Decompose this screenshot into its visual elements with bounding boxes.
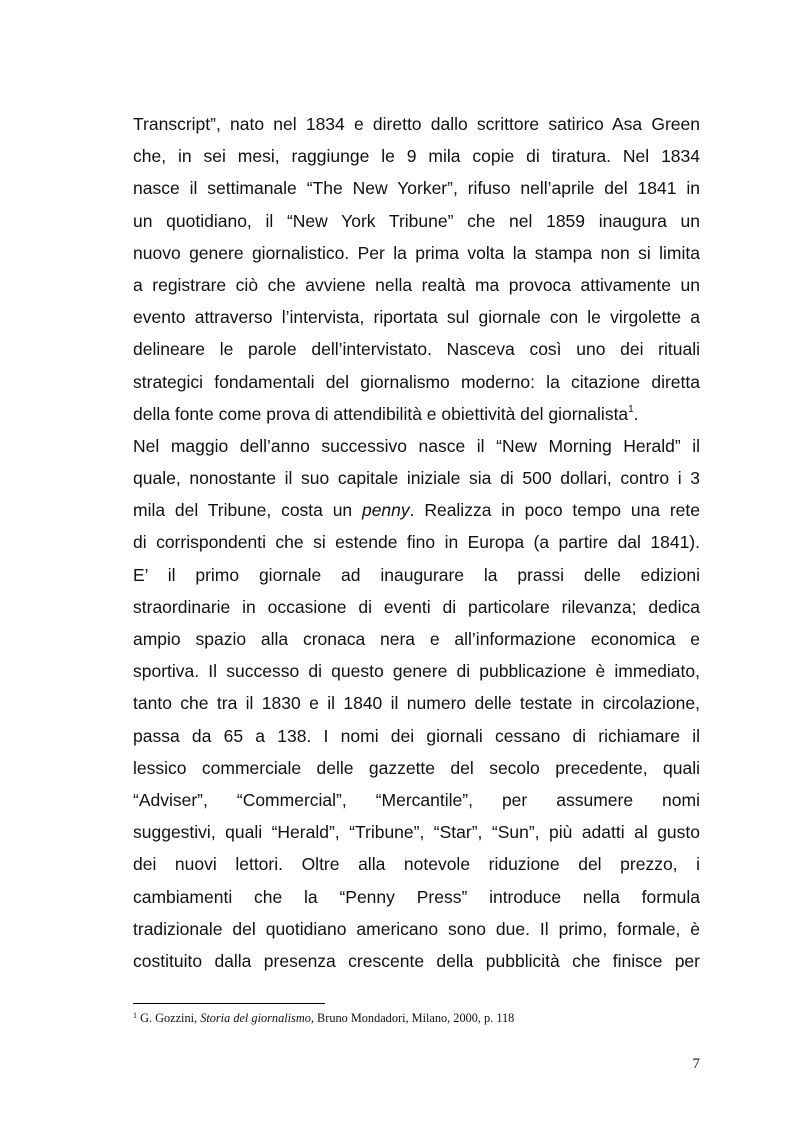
text-line: quale, nonostante il suo capitale iniziale sia di 500 dollari, contro i 3 — [133, 468, 700, 489]
text-line — [133, 494, 700, 526]
footnote-author: G. Gozzini, — [137, 1011, 201, 1025]
footnote-details: Bruno Mondadori, Milano, 2000, p. 118 — [313, 1011, 515, 1025]
text-line: tradizionale del quotidiano americano sono due. Il primo, formale, è — [133, 918, 700, 939]
text-line: nasce il settimanale “The New Yorker”, rifuso nell’aprile del 1841 in — [133, 178, 700, 199]
text-line — [133, 398, 700, 430]
footnote-marker: 1 — [133, 1011, 137, 1020]
footnote — [133, 1011, 693, 1026]
text-line: Transcript”, nato nel 1834 e diretto dallo scrittore satirico Asa Green — [133, 114, 700, 134]
footnote-title: Storia del giornalismo, — [200, 1011, 314, 1025]
text-line: lessico commerciale delle gazzette del secolo precedente, quali — [133, 757, 700, 778]
text-line: passa da 65 a 138. I nomi dei giornali cessano di richiamare il — [133, 725, 700, 746]
text-line: sportiva. Il successo di questo genere di pubblicazione è immediato, — [133, 661, 700, 682]
text-line: tanto che tra il 1830 e il 1840 il numero delle testate in circolazione, — [133, 693, 700, 714]
text-line: nuovo genere giornalistico. Per la prima volta la stampa non si limita — [133, 242, 700, 263]
line-text: mila del Tribune, costa un — [133, 500, 362, 521]
text-line: cambiamenti che la “Penny Press” introduce nella formula — [133, 886, 700, 907]
text-line: strategici fondamentali del giornalismo moderno: la citazione diretta — [133, 371, 700, 392]
body-text — [133, 108, 700, 977]
line-text: della fonte come prova di attendibilità e obiettività del giornalista — [133, 403, 629, 424]
text-line: dei nuovi lettori. Oltre alla notevole riduzione del prezzo, i — [133, 854, 700, 875]
text-line: delineare le parole dell’intervistato. Nasceva così uno dei rituali — [133, 339, 700, 360]
footnote-reference[interactable]: 1 — [628, 403, 634, 415]
text-line: suggestivi, quali “Herald”, “Tribune”, “Star”, “Sun”, più adatti al gusto — [133, 822, 700, 843]
text-line: costituito dalla presenza crescente della pubblicità che finisce per — [133, 950, 700, 971]
text-line: Nel maggio dell’anno successivo nasce il “New Morning Herald” il — [133, 435, 700, 456]
page-number: 7 — [692, 1056, 700, 1072]
text-line: di corrispondenti che si estende fino in Europa (a partire dal 1841). — [133, 532, 700, 553]
text-line: a registrare ciò che avviene nella realtà ma provoca attivamente un — [133, 274, 700, 295]
text-line: ampio spazio alla cronaca nera e all’informazione economica e — [133, 629, 700, 649]
footnote-separator — [133, 1003, 325, 1004]
text-line: E’ il primo giornale ad inaugurare la prassi delle edizioni — [133, 564, 700, 585]
text-line: evento attraverso l’intervista, riportata sul giornale con le virgolette a — [133, 307, 700, 328]
text-line: straordinarie in occasione di eventi di particolare rilevanza; dedica — [133, 596, 700, 617]
text-line: che, in sei mesi, raggiunge le 9 mila copie di tiratura. Nel 1834 — [133, 146, 700, 167]
line-text: . Realizza in poco tempo una rete — [409, 500, 700, 521]
line-text: . — [633, 403, 639, 424]
italic-term: penny — [361, 500, 410, 521]
text-line: un quotidiano, il “New York Tribune” che nel 1859 inaugura un — [133, 210, 700, 231]
text-line: “Adviser”, “Commercial”, “Mercantile”, per assumere nomi — [133, 789, 700, 810]
